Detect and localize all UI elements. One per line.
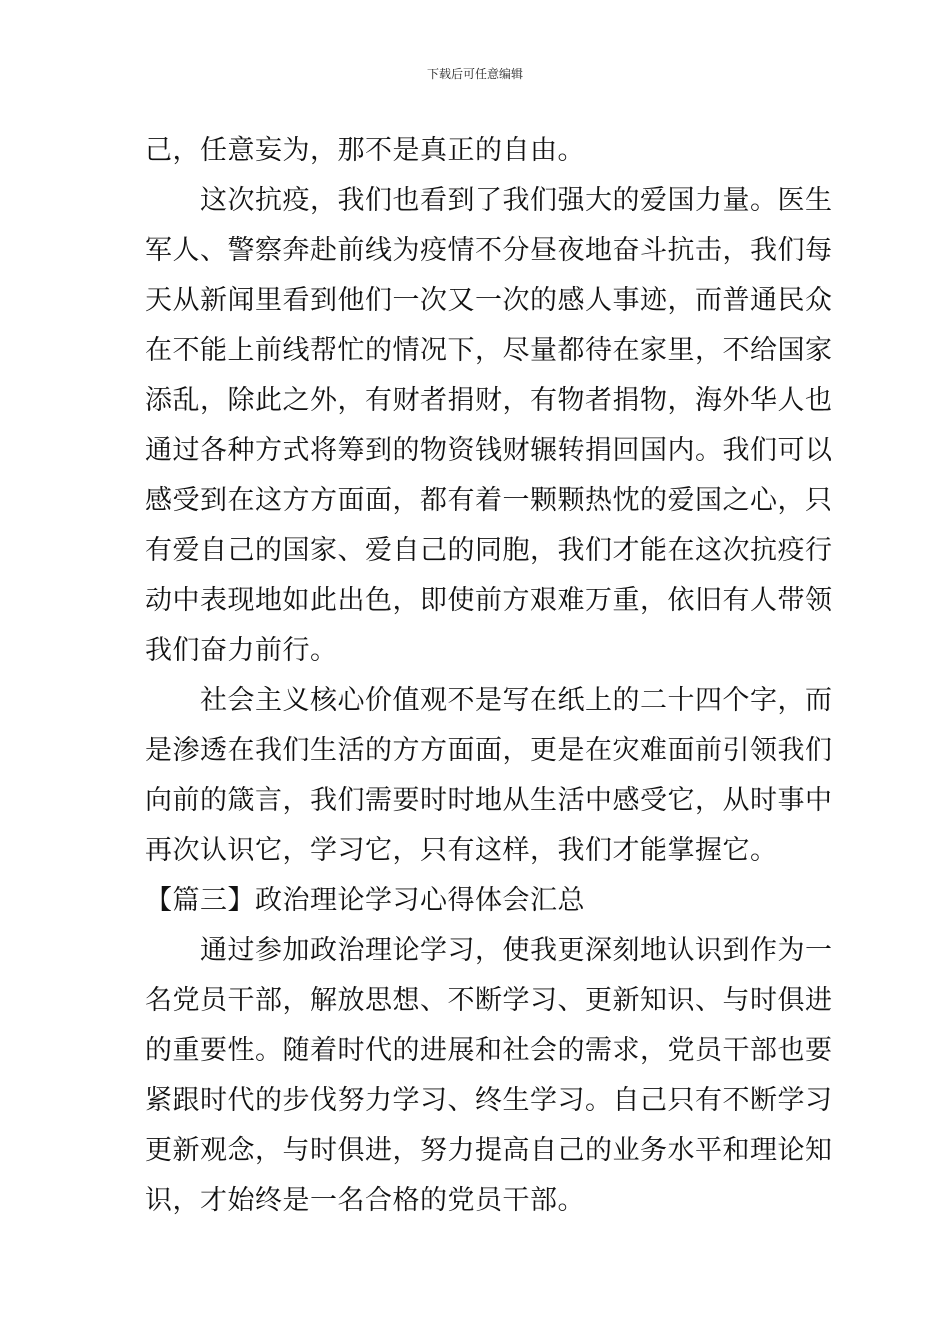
text-line: 社会主义核心价值观不是写在纸上的二十四个字，而 [200, 685, 833, 716]
text-line: 添乱，除此之外，有财者捐财，有物者捐物，海外华人也 [145, 385, 833, 416]
text-line: 这次抗疫，我们也看到了我们强大的爱国力量。医生 [200, 185, 833, 216]
section-heading: 【篇三】政治理论学习心得体会汇总 [145, 885, 585, 916]
text-line: 在不能上前线帮忙的情况下，尽量都待在家里，不给国家 [145, 335, 833, 366]
text-line: 动中表现地如此出色，即使前方艰难万重，依旧有人带领 [145, 585, 833, 616]
text-line: 通过各种方式将筹到的物资钱财辗转捐回国内。我们可以 [145, 435, 833, 466]
body-text [145, 126, 833, 1226]
text-line: 感受到在这方方面面，都有着一颗颗热忱的爱国之心，只 [145, 485, 833, 516]
text-line: 再次认识它，学习它，只有这样，我们才能掌握它。 [145, 835, 778, 866]
text-line: 的重要性。随着时代的进展和社会的需求，党员干部也要 [145, 1035, 833, 1066]
text-line: 是渗透在我们生活的方方面面，更是在灾难面前引领我们 [145, 735, 833, 766]
text-line: 有爱自己的国家、爱自己的同胞，我们才能在这次抗疫行 [145, 535, 833, 566]
text-line: 识，才始终是一名合格的党员干部。 [145, 1185, 585, 1216]
text-line: 紧跟时代的步伐努力学习、终生学习。自己只有不断学习 [145, 1085, 833, 1116]
text-line: 我们奋力前行。 [145, 635, 338, 666]
text-line: 天从新闻里看到他们一次又一次的感人事迹，而普通民众 [145, 285, 833, 316]
text-line: 军人、警察奔赴前线为疫情不分昼夜地奋斗抗击，我们每 [145, 235, 833, 266]
page-header: 下载后可任意编辑 [426, 67, 523, 81]
text-line: 名党员干部，解放思想、不断学习、更新知识、与时俱进 [145, 985, 833, 1016]
text-line: 己，任意妄为，那不是真正的自由。 [145, 135, 585, 166]
text-line: 通过参加政治理论学习，使我更深刻地认识到作为一 [200, 935, 833, 966]
text-line: 更新观念，与时俱进，努力提高自己的业务水平和理论知 [145, 1135, 833, 1166]
text-line: 向前的箴言，我们需要时时地从生活中感受它，从时事中 [145, 785, 833, 816]
